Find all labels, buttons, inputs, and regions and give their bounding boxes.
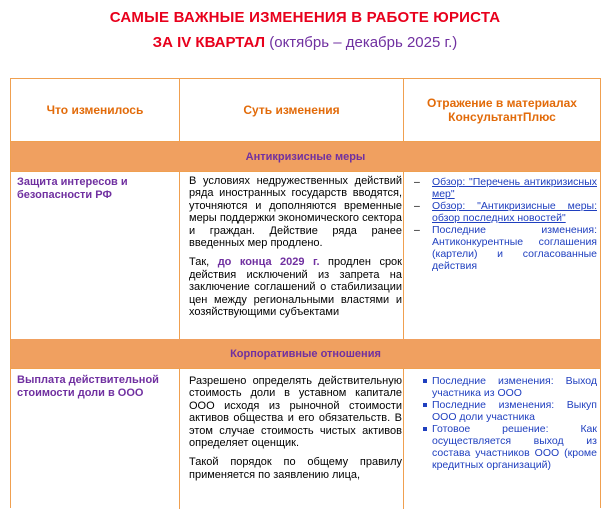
row-essence xyxy=(189,175,402,325)
material-link[interactable]: – Обзор: "Перечень антикризисных мер" xyxy=(414,176,597,200)
essence-paragraph: Так, до конца 2029 г. продлен срок действия исключений из запрета на заключение соглашений о стабилизации цен между региональными властями и хозяйствующими субъектами xyxy=(189,256,402,319)
section-header-corporate: Корпоративные отношения xyxy=(11,339,600,369)
page-title: САМЫЕ ВАЖНЫЕ ИЗМЕНЕНИЯ В РАБОТЕ ЮРИСТА xyxy=(109,9,501,26)
material-link[interactable]: Последние изменения: Выкуп ООО доли участника xyxy=(411,399,597,423)
essence-paragraph: В условиях недружественных действий ряда иностранных государств вводятся, уточняются и дополняются временные меры поддержки экономического сектора и граждан. Действие ряда ранее введенных мер продлено. xyxy=(189,175,402,250)
material-link[interactable]: Последние изменения: Выход участника из ООО xyxy=(411,375,597,399)
essence-paragraph: Такой порядок по общему правилу применяется по заявлению лица, xyxy=(189,456,402,481)
column-header-what: Что изменилось xyxy=(46,103,144,117)
row-materials xyxy=(411,176,597,272)
row-materials xyxy=(411,375,597,471)
quarter-label: ЗА IV КВАРТАЛ xyxy=(152,34,266,51)
material-link[interactable]: – Обзор: "Антикризисные меры: обзор последних новостей" xyxy=(414,200,597,224)
row-what: Выплата действительной стоимости доли в ООО xyxy=(17,374,159,399)
table-header xyxy=(11,79,600,142)
material-link[interactable]: Готовое решение: Как осуществляется выход из состава участников ООО (кроме кредитных организаций) xyxy=(411,423,597,471)
period-label: (октябрь – декабрь 2025 г.) xyxy=(269,34,458,51)
highlighted-date: до конца 2029 г. xyxy=(217,256,320,269)
row-what: Защита интересов и безопасности РФ xyxy=(17,176,128,201)
material-link[interactable]: – Последние изменения: Антиконкурентные соглашения (картели) и согласованные действия xyxy=(414,224,597,272)
column-header-materials: Отражение в материалах КонсультантПлюс xyxy=(427,96,577,124)
essence-paragraph: Разрешено определять действительную стоимость доли в уставном капитале ООО исходя из рыночной стоимости активов общества и его обязательств. В этом случае стоимость чистых активов определяет оценщик. xyxy=(189,375,402,450)
column-header-essence: Суть изменения xyxy=(243,103,340,117)
section-header-anticrisis: Антикризисные меры xyxy=(11,142,600,172)
row-essence xyxy=(189,375,402,488)
changes-table xyxy=(10,78,601,508)
page-subtitle xyxy=(0,34,610,51)
